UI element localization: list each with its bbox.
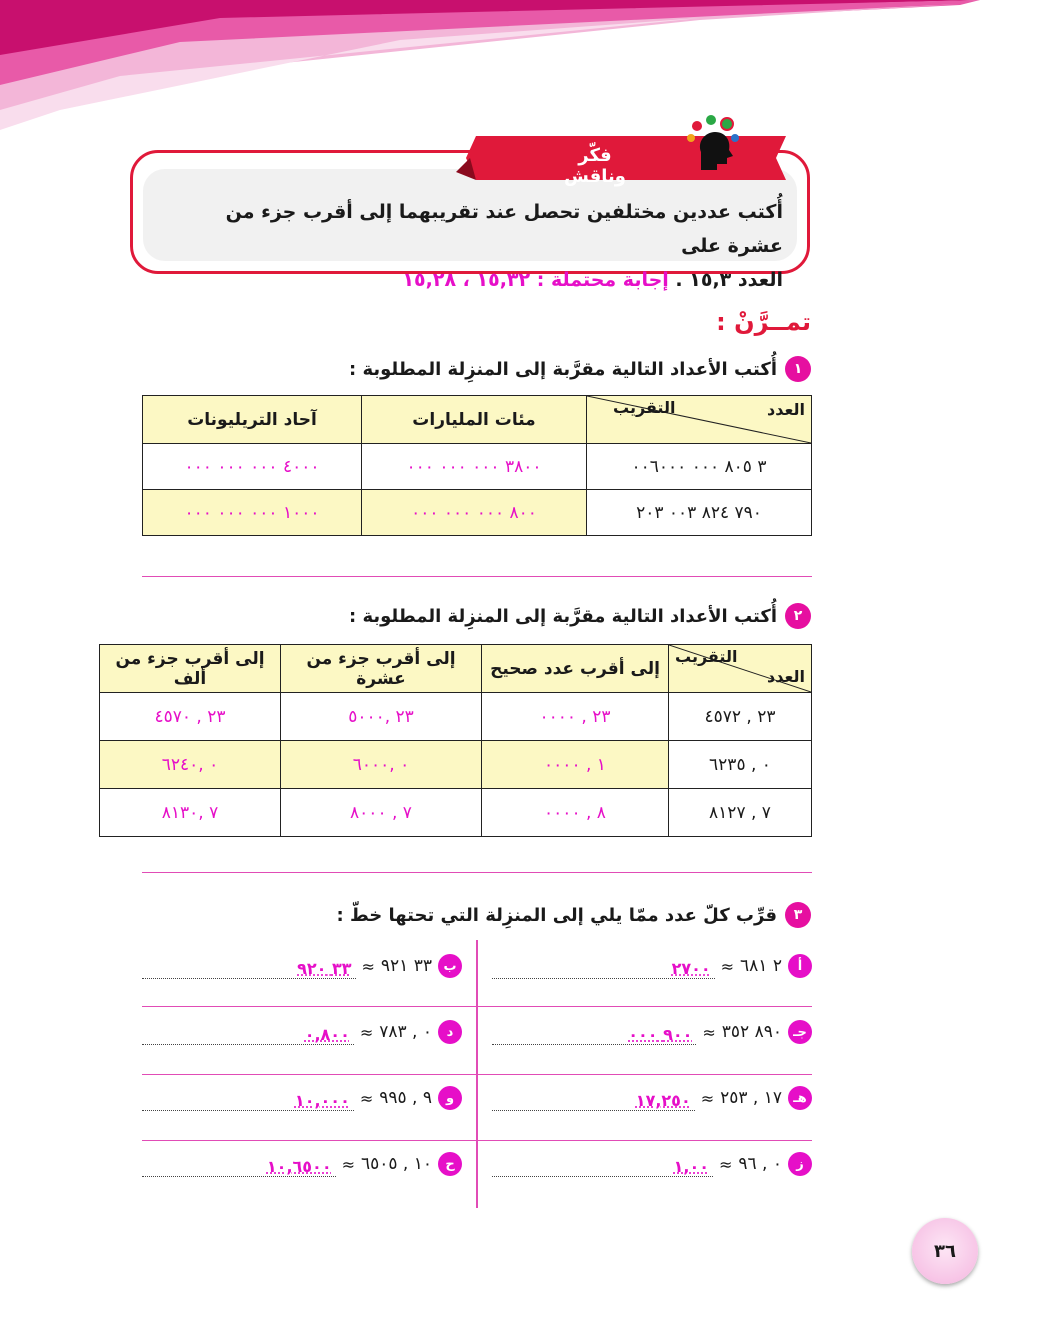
item-answer: ١٠,٦٥٠٠ — [266, 1156, 332, 1176]
item-expression: ٨٩٠ ٣٥٢ — [721, 1022, 782, 1042]
ex1-corner-number-label: العدد — [767, 400, 805, 419]
exercise-3-item — [142, 1012, 462, 1052]
ex2-answer-cell: ٨ , ٠٠٠٠ — [482, 789, 669, 837]
exercise-1-instruction: أُكتب الأعداد التالية مقرَّبة إلى المنزِلة المطلوبة : — [348, 358, 777, 380]
ex1-corner-cell — [587, 396, 812, 444]
item-letter-badge: ب — [438, 954, 462, 978]
ex2-col-header: إلى أقرب جزء من ألف — [100, 645, 281, 693]
ex1-answer-cell: ٤٠٠٠ ٠٠٠ ٠٠٠ ٠٠٠ — [143, 444, 362, 490]
approx-symbol: ≈ — [702, 1022, 716, 1042]
ex1-corner-approx-label: التقريب — [613, 398, 676, 417]
approx-symbol: ≈ — [720, 956, 735, 976]
ex2-answer-cell: ١ , ٠٠٠٠ — [482, 741, 669, 789]
item-letter-badge: ز — [788, 1152, 812, 1176]
discuss-line-2 — [183, 263, 783, 297]
ex1-answer-cell: ١٠٠٠ ٠٠٠ ٠٠٠ ٠٠٠ — [143, 490, 362, 536]
answer-line[interactable] — [142, 954, 356, 979]
ex2-col-header: إلى أقرب جزء من عشرة — [281, 645, 482, 693]
ex2-number-cell: ٧ , ٨١٢٧ — [669, 789, 812, 837]
approx-symbol: ≈ — [361, 956, 375, 976]
ex2-number-cell: ٠ , ٦٢٣٥ — [669, 741, 812, 789]
item-expression: ١٠ , ٦٥٠٥ — [360, 1154, 432, 1174]
exercise-1-heading — [349, 356, 811, 382]
exercise-2-instruction: أُكتب الأعداد التالية مقرَّبة إلى المنزِلة المطلوبة : — [348, 605, 777, 627]
exercise-1-number-badge: ١ — [785, 356, 811, 382]
ex1-col-header: آحاد التريليونات — [143, 396, 362, 444]
header-ribbon — [0, 0, 1039, 130]
answer-line[interactable] — [492, 1086, 695, 1111]
ex2-answer-cell: ٢٣ ,٥٠٠٠ — [281, 693, 482, 741]
item-expression: ٠ , ٩٦ — [738, 1154, 782, 1174]
exercise-3-item — [492, 1078, 812, 1118]
exercise-2-number-badge: ٢ — [785, 603, 811, 629]
ex2-answer-cell: ٧ ,٨١٣٠ — [100, 789, 281, 837]
item-letter-badge: د — [438, 1020, 462, 1044]
item-answer: ٠,٨٠٠ — [304, 1024, 350, 1044]
exercise-1-table — [142, 395, 812, 536]
exercise-3-item — [142, 946, 462, 986]
exercise-3-item — [142, 1078, 462, 1118]
exercise-3-instruction: قرِّب كلّ عدد ممّا يلي إلى المنزِلة التي تحتها خطّ : — [336, 904, 777, 926]
page-number-badge: ٣٦ — [912, 1218, 978, 1284]
row-divider — [142, 1140, 812, 1141]
ex1-answer-cell: ٣٨٠٠ ٠٠٠ ٠٠٠ ٠٠٠ — [362, 444, 587, 490]
item-expression: ١٧ , ٢٥٣ — [720, 1088, 782, 1108]
answer-line[interactable] — [492, 954, 715, 979]
answer-line[interactable] — [142, 1020, 354, 1045]
approx-symbol: ≈ — [700, 1088, 715, 1108]
approx-symbol: ≈ — [359, 1088, 374, 1108]
discuss-line-2-prefix: العدد ١٥,٣ . — [675, 269, 783, 291]
item-answer: ٣٣ ٩٢٠ — [297, 958, 352, 978]
discuss-line-1: أُكتب عددين مختلفين تحصل عند تقريبهما إلى أقرب جزء من عشرة على — [225, 201, 783, 257]
practice-heading: تمــرَّنْ : — [716, 308, 811, 336]
item-letter-badge: ح — [438, 1152, 462, 1176]
item-answer: ١,٠٠ — [673, 1156, 709, 1176]
ex2-answer-cell: ٧ , ٨٠٠٠ — [281, 789, 482, 837]
exercise-3-item — [492, 1144, 812, 1184]
ex2-corner-approx-label: التقريب — [675, 647, 738, 666]
ex1-col-header: مئات المليارات — [362, 396, 587, 444]
answer-line[interactable] — [142, 1152, 336, 1177]
approx-symbol: ≈ — [718, 1154, 733, 1174]
exercise-3-heading — [337, 902, 812, 928]
ex1-number-cell: ٧٩٠ ٨٢٤ ٠٠٣ ٢٠٣ — [587, 490, 812, 536]
exercise-3-number-badge: ٣ — [785, 902, 811, 928]
think-discuss-text — [183, 195, 783, 297]
discuss-answer: إجابة محتملة : ١٥,٣٢ ، ١٥,٢٨ — [402, 269, 669, 291]
answer-line[interactable] — [492, 1020, 696, 1045]
exercise-3-grid — [142, 940, 812, 1210]
exercise-2-heading — [349, 603, 811, 629]
item-expression: ٩ , ٩٩٥ — [379, 1088, 432, 1108]
exercise-3-item — [492, 946, 812, 986]
item-answer: ٩٠٠ ٠٠٠ — [628, 1024, 693, 1044]
ex2-answer-cell: ٠ ,٦٠٠٠ — [281, 741, 482, 789]
ex2-answer-cell: ٢٣ , ٠٠٠٠ — [482, 693, 669, 741]
ex2-col-header: إلى أقرب عدد صحيح — [482, 645, 669, 693]
ex2-answer-cell: ٠ ,٦٢٤٠ — [100, 741, 281, 789]
answer-line[interactable] — [492, 1152, 713, 1177]
thinker-head-icon — [683, 112, 743, 172]
item-expression: ٣٣ ٩٢١ — [380, 956, 432, 976]
ex1-answer-cell: ٨٠٠ ٠٠٠ ٠٠٠ ٠٠٠ — [362, 490, 587, 536]
discuss-title: فكّر وناقش — [564, 145, 626, 187]
exercise-2-table — [99, 644, 812, 837]
exercise-3-item — [492, 1012, 812, 1052]
item-letter-badge: و — [438, 1086, 462, 1110]
item-letter-badge: أ — [788, 954, 812, 978]
item-answer: ٢٧٠٠ — [671, 958, 711, 978]
item-expression: ٢ ٦٨١ — [740, 956, 782, 976]
item-expression: ٠ , ٧٨٣ — [379, 1022, 432, 1042]
ex2-answer-cell: ٢٣ , ٤٥٧٠ — [100, 693, 281, 741]
ex2-corner-number-label: العدد — [767, 667, 805, 686]
ex2-number-cell: ٢٣ , ٤٥٧٢ — [669, 693, 812, 741]
ex1-number-cell: ٣ ٨٠٥ ٠٠٠ ٠٠٦٠٠٠ — [587, 444, 812, 490]
item-letter-badge: جـ — [788, 1020, 812, 1044]
item-answer: ١٧,٢٥٠ — [635, 1090, 691, 1110]
ex2-corner-cell — [669, 645, 812, 693]
exercise-3-item — [142, 1144, 462, 1184]
item-letter-badge: هـ — [788, 1086, 812, 1110]
section-divider — [142, 576, 812, 577]
approx-symbol: ≈ — [359, 1022, 374, 1042]
approx-symbol: ≈ — [341, 1154, 355, 1174]
item-answer: ١٠,٠٠٠ — [294, 1090, 350, 1110]
row-divider — [142, 1074, 812, 1075]
section-divider — [142, 872, 812, 873]
row-divider — [142, 1006, 812, 1007]
answer-line[interactable] — [142, 1086, 354, 1111]
